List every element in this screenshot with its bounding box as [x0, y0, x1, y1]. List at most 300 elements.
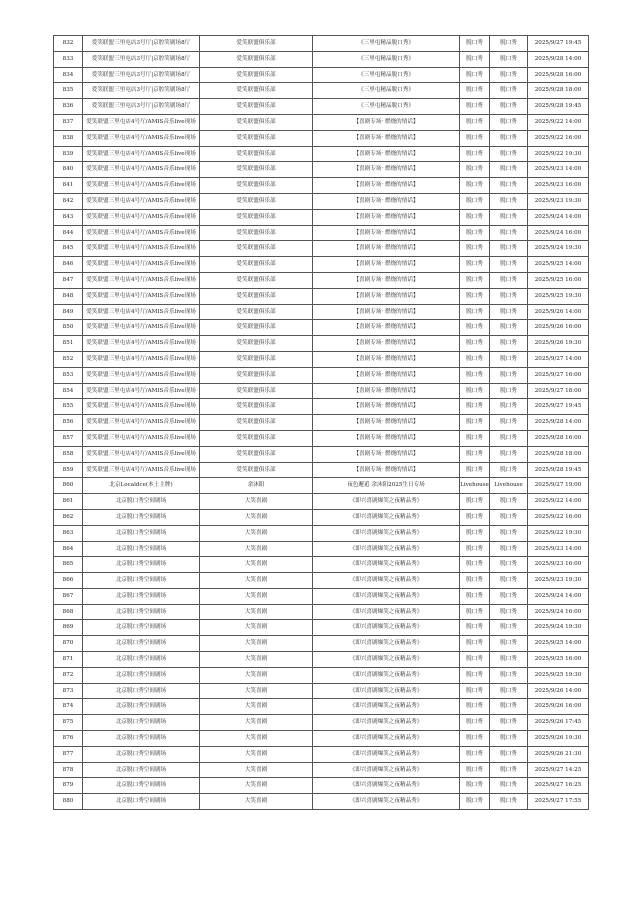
category-cell: 脱口秀 — [460, 620, 490, 636]
subcategory-cell: 脱口秀 — [490, 573, 528, 589]
category-cell: 脱口秀 — [460, 525, 490, 541]
show-title-cell: 【喜剧专场· 燃烧的情话】 — [313, 209, 460, 225]
venue-cell: 爱笑联盟三里屯店3号厅|京腔笑剧场8厅 — [83, 99, 200, 115]
table-row — [54, 225, 589, 241]
show-title-cell: 《即兴喜剧爆笑之夜精品秀》 — [313, 509, 460, 525]
datetime-cell: 2025/9/28 16:00 — [528, 67, 589, 83]
table-row — [54, 36, 589, 52]
venue-cell: 爱笑联盟三里屯店4号厅/AMIS音乐live现场 — [83, 462, 200, 478]
datetime-cell: 2025/9/27 16:00 — [528, 367, 589, 383]
datetime-cell: 2025/9/27 19:45 — [528, 399, 589, 415]
row-number: 851 — [54, 336, 83, 352]
category-cell: 脱口秀 — [460, 36, 490, 52]
subcategory-cell: 脱口秀 — [490, 509, 528, 525]
category-cell: 脱口秀 — [460, 257, 490, 273]
category-cell: 脱口秀 — [460, 67, 490, 83]
datetime-cell: 2025/9/28 18:00 — [528, 83, 589, 99]
subcategory-cell: 脱口秀 — [490, 794, 528, 810]
venue-cell: 爱笑联盟三里屯店4号厅/AMIS音乐live现场 — [83, 257, 200, 273]
row-number: 857 — [54, 430, 83, 446]
subcategory-cell: 脱口秀 — [490, 383, 528, 399]
table-row — [54, 193, 589, 209]
table-row — [54, 99, 589, 115]
venue-cell: 北京脱口秀空间剧场 — [83, 620, 200, 636]
venue-cell: 爱笑联盟三里屯店4号厅/AMIS音乐live现场 — [83, 114, 200, 130]
organizer-cell: 大笑喜剧 — [200, 604, 313, 620]
show-title-cell: 【喜剧专场· 燃烧的情话】 — [313, 114, 460, 130]
organizer-cell: 大笑喜剧 — [200, 494, 313, 510]
show-title-cell: 【喜剧专场· 燃烧的情话】 — [313, 178, 460, 194]
show-title-cell: 《即兴喜剧爆笑之夜精品秀》 — [313, 667, 460, 683]
row-number: 867 — [54, 588, 83, 604]
datetime-cell: 2025/9/27 14:00 — [528, 351, 589, 367]
datetime-cell: 2025/9/24 14:00 — [528, 209, 589, 225]
venue-cell: 北京脱口秀空间剧场 — [83, 699, 200, 715]
category-cell: 脱口秀 — [460, 225, 490, 241]
subcategory-cell: 脱口秀 — [490, 304, 528, 320]
organizer-cell: 大笑喜剧 — [200, 525, 313, 541]
table-row — [54, 257, 589, 273]
datetime-cell: 2025/9/25 19:30 — [528, 667, 589, 683]
show-title-cell: 《即兴喜剧爆笑之夜精品秀》 — [313, 699, 460, 715]
category-cell: 脱口秀 — [460, 178, 490, 194]
datetime-cell: 2025/9/25 16:00 — [528, 272, 589, 288]
datetime-cell: 2025/9/24 14:00 — [528, 588, 589, 604]
row-number: 837 — [54, 114, 83, 130]
show-title-cell: 《即兴喜剧爆笑之夜精品秀》 — [313, 573, 460, 589]
row-number: 875 — [54, 715, 83, 731]
venue-cell: 爱笑联盟三里屯店4号厅/AMIS音乐live现场 — [83, 383, 200, 399]
organizer-cell: 爱笑联盟俱乐部 — [200, 51, 313, 67]
show-title-cell: 《即兴喜剧爆笑之夜精品秀》 — [313, 778, 460, 794]
category-cell: 脱口秀 — [460, 541, 490, 557]
subcategory-cell: 脱口秀 — [490, 351, 528, 367]
datetime-cell: 2025/9/22 14:00 — [528, 114, 589, 130]
show-title-cell: 【喜剧专场· 燃烧的情话】 — [313, 193, 460, 209]
subcategory-cell: 脱口秀 — [490, 588, 528, 604]
subcategory-cell: 脱口秀 — [490, 541, 528, 557]
venue-cell: 爱笑联盟三里屯店4号厅/AMIS音乐live现场 — [83, 241, 200, 257]
show-title-cell: 《即兴喜剧爆笑之夜精品秀》 — [313, 746, 460, 762]
venue-cell: 爱笑联盟三里屯店3号厅|京腔笑剧场8厅 — [83, 36, 200, 52]
venue-cell: 爱笑联盟三里屯店4号厅/AMIS音乐live现场 — [83, 288, 200, 304]
organizer-cell: 余沐阳 — [200, 478, 313, 494]
category-cell: 脱口秀 — [460, 430, 490, 446]
category-cell: 脱口秀 — [460, 462, 490, 478]
subcategory-cell: 脱口秀 — [490, 762, 528, 778]
subcategory-cell: 脱口秀 — [490, 604, 528, 620]
organizer-cell: 大笑喜剧 — [200, 762, 313, 778]
table-row — [54, 83, 589, 99]
show-title-cell: 《即兴喜剧爆笑之夜精品秀》 — [313, 636, 460, 652]
subcategory-cell: 脱口秀 — [490, 130, 528, 146]
category-cell: Livehouse — [460, 478, 490, 494]
show-title-cell: 【喜剧专场· 燃烧的情话】 — [313, 257, 460, 273]
venue-cell: 北京脱口秀空间剧场 — [83, 588, 200, 604]
organizer-cell: 爱笑联盟俱乐部 — [200, 257, 313, 273]
organizer-cell: 大笑喜剧 — [200, 588, 313, 604]
organizer-cell: 爱笑联盟俱乐部 — [200, 462, 313, 478]
organizer-cell: 爱笑联盟俱乐部 — [200, 225, 313, 241]
category-cell: 脱口秀 — [460, 320, 490, 336]
venue-cell: 爱笑联盟三里屯店3号厅|京腔笑剧场8厅 — [83, 83, 200, 99]
table-row — [54, 588, 589, 604]
category-cell: 脱口秀 — [460, 83, 490, 99]
show-title-cell: 【喜剧专场· 燃烧的情话】 — [313, 241, 460, 257]
organizer-cell: 爱笑联盟俱乐部 — [200, 336, 313, 352]
venue-cell: 爱笑联盟三里屯店4号厅/AMIS音乐live现场 — [83, 209, 200, 225]
row-number: 873 — [54, 683, 83, 699]
venue-cell: 爱笑联盟三里屯店4号厅/AMIS音乐live现场 — [83, 225, 200, 241]
show-title-cell: 《即兴喜剧爆笑之夜精品秀》 — [313, 494, 460, 510]
subcategory-cell: 脱口秀 — [490, 51, 528, 67]
show-title-cell: 【喜剧专场· 燃烧的情话】 — [313, 162, 460, 178]
table-row — [54, 762, 589, 778]
subcategory-cell: 脱口秀 — [490, 272, 528, 288]
row-number: 850 — [54, 320, 83, 336]
venue-cell: 北京脱口秀空间剧场 — [83, 683, 200, 699]
subcategory-cell: 脱口秀 — [490, 446, 528, 462]
row-number: 865 — [54, 557, 83, 573]
table-row — [54, 667, 589, 683]
row-number: 868 — [54, 604, 83, 620]
datetime-cell: 2025/9/23 14:00 — [528, 541, 589, 557]
table-row — [54, 715, 589, 731]
organizer-cell: 爱笑联盟俱乐部 — [200, 351, 313, 367]
datetime-cell: 2025/9/28 19:45 — [528, 462, 589, 478]
datetime-cell: 2025/9/26 17:45 — [528, 715, 589, 731]
datetime-cell: 2025/9/28 18:00 — [528, 446, 589, 462]
show-title-cell: 【喜剧专场· 燃烧的情话】 — [313, 304, 460, 320]
row-number: 845 — [54, 241, 83, 257]
venue-cell: 爱笑联盟三里屯店4号厅/AMIS音乐live现场 — [83, 336, 200, 352]
datetime-cell: 2025/9/24 19:30 — [528, 241, 589, 257]
category-cell: 脱口秀 — [460, 509, 490, 525]
organizer-cell: 爱笑联盟俱乐部 — [200, 130, 313, 146]
organizer-cell: 大笑喜剧 — [200, 715, 313, 731]
organizer-cell: 爱笑联盟俱乐部 — [200, 114, 313, 130]
organizer-cell: 大笑喜剧 — [200, 557, 313, 573]
venue-cell: 爱笑联盟三里屯店4号厅/AMIS音乐live现场 — [83, 320, 200, 336]
table-row — [54, 620, 589, 636]
datetime-cell: 2025/9/23 19:30 — [528, 573, 589, 589]
row-number: 842 — [54, 193, 83, 209]
category-cell: 脱口秀 — [460, 415, 490, 431]
category-cell: 脱口秀 — [460, 272, 490, 288]
subcategory-cell: 脱口秀 — [490, 699, 528, 715]
subcategory-cell: 脱口秀 — [490, 667, 528, 683]
venue-cell: 北京Localdce(本土主牌) — [83, 478, 200, 494]
organizer-cell: 大笑喜剧 — [200, 541, 313, 557]
organizer-cell: 大笑喜剧 — [200, 794, 313, 810]
table-row — [54, 336, 589, 352]
organizer-cell: 爱笑联盟俱乐部 — [200, 383, 313, 399]
show-title-cell: 夜色邂逅 余沐阳2025生日专场 — [313, 478, 460, 494]
category-cell: 脱口秀 — [460, 494, 490, 510]
table-row — [54, 178, 589, 194]
organizer-cell: 大笑喜剧 — [200, 778, 313, 794]
subcategory-cell: 脱口秀 — [490, 715, 528, 731]
venue-cell: 北京脱口秀空间剧场 — [83, 667, 200, 683]
venue-cell: 北京脱口秀空间剧场 — [83, 509, 200, 525]
datetime-cell: 2025/9/26 16:00 — [528, 699, 589, 715]
category-cell: 脱口秀 — [460, 557, 490, 573]
table-row — [54, 51, 589, 67]
venue-cell: 北京脱口秀空间剧场 — [83, 746, 200, 762]
row-number: 878 — [54, 762, 83, 778]
subcategory-cell: 脱口秀 — [490, 778, 528, 794]
datetime-cell: 2025/9/22 14:00 — [528, 494, 589, 510]
subcategory-cell: 脱口秀 — [490, 146, 528, 162]
table-row — [54, 430, 589, 446]
row-number: 876 — [54, 731, 83, 747]
subcategory-cell: 脱口秀 — [490, 178, 528, 194]
datetime-cell: 2025/9/25 14:00 — [528, 636, 589, 652]
datetime-cell: 2025/9/27 19:45 — [528, 36, 589, 52]
table-row — [54, 509, 589, 525]
table-row — [54, 415, 589, 431]
organizer-cell: 爱笑联盟俱乐部 — [200, 367, 313, 383]
organizer-cell: 大笑喜剧 — [200, 699, 313, 715]
show-title-cell: 《即兴喜剧爆笑之夜精品秀》 — [313, 557, 460, 573]
table-row — [54, 209, 589, 225]
datetime-cell: 2025/9/27 17:55 — [528, 794, 589, 810]
subcategory-cell: 脱口秀 — [490, 462, 528, 478]
category-cell: 脱口秀 — [460, 699, 490, 715]
table-row — [54, 573, 589, 589]
row-number: 869 — [54, 620, 83, 636]
category-cell: 脱口秀 — [460, 99, 490, 115]
table-row — [54, 146, 589, 162]
organizer-cell: 爱笑联盟俱乐部 — [200, 446, 313, 462]
datetime-cell: 2025/9/27 14:25 — [528, 762, 589, 778]
table-row — [54, 494, 589, 510]
venue-cell: 北京脱口秀空间剧场 — [83, 762, 200, 778]
venue-cell: 北京脱口秀空间剧场 — [83, 557, 200, 573]
datetime-cell: 2025/9/24 16:00 — [528, 225, 589, 241]
row-number: 852 — [54, 351, 83, 367]
table-row — [54, 525, 589, 541]
category-cell: 脱口秀 — [460, 209, 490, 225]
organizer-cell: 爱笑联盟俱乐部 — [200, 288, 313, 304]
show-title-cell: 【喜剧专场· 燃烧的情话】 — [313, 446, 460, 462]
datetime-cell: 2025/9/25 14:00 — [528, 257, 589, 273]
subcategory-cell: 脱口秀 — [490, 399, 528, 415]
venue-cell: 北京脱口秀空间剧场 — [83, 652, 200, 668]
subcategory-cell: 脱口秀 — [490, 320, 528, 336]
row-number: 844 — [54, 225, 83, 241]
table-row — [54, 351, 589, 367]
datetime-cell: 2025/9/26 14:00 — [528, 304, 589, 320]
datetime-cell: 2025/9/22 19:30 — [528, 146, 589, 162]
subcategory-cell: 脱口秀 — [490, 162, 528, 178]
category-cell: 脱口秀 — [460, 573, 490, 589]
organizer-cell: 大笑喜剧 — [200, 620, 313, 636]
row-number: 840 — [54, 162, 83, 178]
organizer-cell: 爱笑联盟俱乐部 — [200, 162, 313, 178]
row-number: 854 — [54, 383, 83, 399]
datetime-cell: 2025/9/27 18:00 — [528, 383, 589, 399]
table-row — [54, 367, 589, 383]
show-title-cell: 《三里屯精品脱口秀》 — [313, 36, 460, 52]
subcategory-cell: 脱口秀 — [490, 336, 528, 352]
subcategory-cell: 脱口秀 — [490, 257, 528, 273]
venue-cell: 爱笑联盟三里屯店4号厅/AMIS音乐live现场 — [83, 146, 200, 162]
table-row — [54, 462, 589, 478]
category-cell: 脱口秀 — [460, 241, 490, 257]
category-cell: 脱口秀 — [460, 383, 490, 399]
organizer-cell: 爱笑联盟俱乐部 — [200, 415, 313, 431]
show-title-cell: 【喜剧专场· 燃烧的情话】 — [313, 399, 460, 415]
datetime-cell: 2025/9/26 21:30 — [528, 746, 589, 762]
datetime-cell: 2025/9/28 19:45 — [528, 99, 589, 115]
row-number: 858 — [54, 446, 83, 462]
table-row — [54, 541, 589, 557]
table-row — [54, 288, 589, 304]
row-number: 872 — [54, 667, 83, 683]
row-number: 838 — [54, 130, 83, 146]
table-row — [54, 652, 589, 668]
show-title-cell: 《即兴喜剧爆笑之夜精品秀》 — [313, 731, 460, 747]
row-number: 870 — [54, 636, 83, 652]
subcategory-cell: 脱口秀 — [490, 114, 528, 130]
venue-cell: 爱笑联盟三里屯店4号厅/AMIS音乐live现场 — [83, 130, 200, 146]
row-number: 834 — [54, 67, 83, 83]
subcategory-cell: 脱口秀 — [490, 415, 528, 431]
datetime-cell: 2025/9/23 16:00 — [528, 178, 589, 194]
table-row — [54, 746, 589, 762]
datetime-cell: 2025/9/25 19:30 — [528, 288, 589, 304]
row-number: 849 — [54, 304, 83, 320]
category-cell: 脱口秀 — [460, 399, 490, 415]
subcategory-cell: 脱口秀 — [490, 241, 528, 257]
organizer-cell: 爱笑联盟俱乐部 — [200, 320, 313, 336]
table-row — [54, 241, 589, 257]
category-cell: 脱口秀 — [460, 778, 490, 794]
show-title-cell: 《即兴喜剧爆笑之夜精品秀》 — [313, 588, 460, 604]
show-title-cell: 《即兴喜剧爆笑之夜精品秀》 — [313, 652, 460, 668]
subcategory-cell: 脱口秀 — [490, 731, 528, 747]
organizer-cell: 大笑喜剧 — [200, 746, 313, 762]
datetime-cell: 2025/9/24 16:00 — [528, 604, 589, 620]
category-cell: 脱口秀 — [460, 731, 490, 747]
show-title-cell: 【喜剧专场· 燃烧的情话】 — [313, 367, 460, 383]
subcategory-cell: 脱口秀 — [490, 209, 528, 225]
datetime-cell: 2025/9/26 14:00 — [528, 683, 589, 699]
category-cell: 脱口秀 — [460, 588, 490, 604]
organizer-cell: 爱笑联盟俱乐部 — [200, 146, 313, 162]
table-row — [54, 114, 589, 130]
table-row — [54, 683, 589, 699]
row-number: 836 — [54, 99, 83, 115]
subcategory-cell: 脱口秀 — [490, 525, 528, 541]
show-title-cell: 《即兴喜剧爆笑之夜精品秀》 — [313, 715, 460, 731]
venue-cell: 爱笑联盟三里屯店4号厅/AMIS音乐live现场 — [83, 272, 200, 288]
show-title-cell: 【喜剧专场· 燃烧的情话】 — [313, 288, 460, 304]
venue-cell: 北京脱口秀空间剧场 — [83, 604, 200, 620]
category-cell: 脱口秀 — [460, 162, 490, 178]
datetime-cell: 2025/9/22 16:00 — [528, 130, 589, 146]
category-cell: 脱口秀 — [460, 794, 490, 810]
category-cell: 脱口秀 — [460, 288, 490, 304]
organizer-cell: 爱笑联盟俱乐部 — [200, 430, 313, 446]
subcategory-cell: 脱口秀 — [490, 746, 528, 762]
show-title-cell: 《即兴喜剧爆笑之夜精品秀》 — [313, 541, 460, 557]
venue-cell: 爱笑联盟三里屯店4号厅/AMIS音乐live现场 — [83, 367, 200, 383]
venue-cell: 爱笑联盟三里屯店4号厅/AMIS音乐live现场 — [83, 162, 200, 178]
category-cell: 脱口秀 — [460, 351, 490, 367]
category-cell: 脱口秀 — [460, 304, 490, 320]
show-title-cell: 《即兴喜剧爆笑之夜精品秀》 — [313, 525, 460, 541]
organizer-cell: 大笑喜剧 — [200, 683, 313, 699]
datetime-cell: 2025/9/27 16:25 — [528, 778, 589, 794]
datetime-cell: 2025/9/23 14:00 — [528, 162, 589, 178]
show-title-cell: 《即兴喜剧爆笑之夜精品秀》 — [313, 683, 460, 699]
venue-cell: 北京脱口秀空间剧场 — [83, 715, 200, 731]
subcategory-cell: 脱口秀 — [490, 83, 528, 99]
venue-cell: 爱笑联盟三里屯店3号厅|京腔笑剧场8厅 — [83, 51, 200, 67]
venue-cell: 爱笑联盟三里屯店4号厅/AMIS音乐live现场 — [83, 415, 200, 431]
datetime-cell: 2025/9/28 16:00 — [528, 430, 589, 446]
organizer-cell: 大笑喜剧 — [200, 731, 313, 747]
category-cell: 脱口秀 — [460, 130, 490, 146]
show-title-cell: 【喜剧专场· 燃烧的情话】 — [313, 383, 460, 399]
show-title-cell: 《三里屯精品脱口秀》 — [313, 67, 460, 83]
organizer-cell: 爱笑联盟俱乐部 — [200, 36, 313, 52]
datetime-cell: 2025/9/23 16:00 — [528, 557, 589, 573]
row-number: 860 — [54, 478, 83, 494]
subcategory-cell: 脱口秀 — [490, 636, 528, 652]
show-title-cell: 《即兴喜剧爆笑之夜精品秀》 — [313, 762, 460, 778]
row-number: 880 — [54, 794, 83, 810]
category-cell: 脱口秀 — [460, 762, 490, 778]
row-number: 841 — [54, 178, 83, 194]
row-number: 853 — [54, 367, 83, 383]
row-number: 839 — [54, 146, 83, 162]
category-cell: 脱口秀 — [460, 636, 490, 652]
organizer-cell: 爱笑联盟俱乐部 — [200, 209, 313, 225]
category-cell: 脱口秀 — [460, 715, 490, 731]
subcategory-cell: 脱口秀 — [490, 288, 528, 304]
venue-cell: 北京脱口秀空间剧场 — [83, 541, 200, 557]
category-cell: 脱口秀 — [460, 114, 490, 130]
datetime-cell: 2025/9/22 16:00 — [528, 509, 589, 525]
row-number: 861 — [54, 494, 83, 510]
show-title-cell: 《三里屯精品脱口秀》 — [313, 51, 460, 67]
show-title-cell: 《即兴喜剧爆笑之夜精品秀》 — [313, 620, 460, 636]
table-row — [54, 699, 589, 715]
organizer-cell: 爱笑联盟俱乐部 — [200, 99, 313, 115]
datetime-cell: 2025/9/26 16:00 — [528, 320, 589, 336]
organizer-cell: 爱笑联盟俱乐部 — [200, 83, 313, 99]
venue-cell: 北京脱口秀空间剧场 — [83, 573, 200, 589]
table-row — [54, 162, 589, 178]
subcategory-cell: 脱口秀 — [490, 36, 528, 52]
venue-cell: 爱笑联盟三里屯店4号厅/AMIS音乐live现场 — [83, 178, 200, 194]
table-row — [54, 399, 589, 415]
show-title-cell: 【喜剧专场· 燃烧的情话】 — [313, 320, 460, 336]
row-number: 874 — [54, 699, 83, 715]
row-number: 862 — [54, 509, 83, 525]
table-row — [54, 320, 589, 336]
row-number: 846 — [54, 257, 83, 273]
show-title-cell: 【喜剧专场· 燃烧的情话】 — [313, 146, 460, 162]
venue-cell: 爱笑联盟三里屯店4号厅/AMIS音乐live现场 — [83, 430, 200, 446]
venue-cell: 爱笑联盟三里屯店4号厅/AMIS音乐live现场 — [83, 351, 200, 367]
datetime-cell: 2025/9/25 16:00 — [528, 652, 589, 668]
venue-cell: 北京脱口秀空间剧场 — [83, 494, 200, 510]
category-cell: 脱口秀 — [460, 652, 490, 668]
